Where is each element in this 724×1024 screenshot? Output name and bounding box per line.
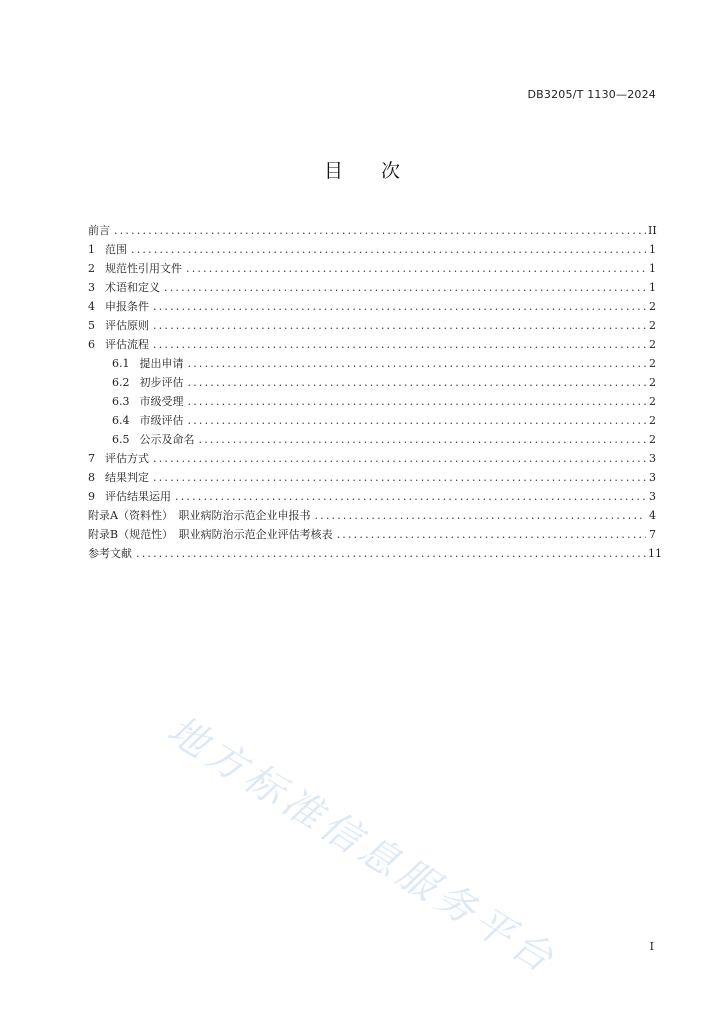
toc-title-part2: 次 bbox=[381, 160, 401, 182]
toc-entry-label: 范围 bbox=[105, 243, 127, 256]
toc-entry-label: 市级评估 bbox=[139, 414, 184, 427]
toc-entry[interactable] bbox=[88, 468, 656, 487]
toc-leader-dots bbox=[175, 487, 646, 506]
toc-title bbox=[0, 156, 724, 183]
toc-entry-label: 评估原则 bbox=[105, 319, 149, 332]
toc-leader-dots bbox=[153, 316, 646, 335]
toc-entry-page: 4 bbox=[649, 509, 656, 522]
toc-entry-page: 2 bbox=[649, 376, 656, 389]
toc-entry-number: 5 bbox=[88, 319, 95, 332]
toc-entry-number: 8 bbox=[88, 471, 95, 484]
toc-entry-page: 2 bbox=[649, 433, 656, 446]
watermark: 地方标准信息服务平台 bbox=[159, 707, 565, 985]
toc-leader-dots bbox=[136, 544, 646, 563]
toc-entry-number: 6.3 bbox=[112, 395, 130, 408]
document-code: DB3205/T 1130—2024 bbox=[527, 88, 656, 101]
toc-leader-dots bbox=[188, 411, 647, 430]
toc-leader-dots bbox=[131, 240, 646, 259]
table-of-contents bbox=[88, 221, 662, 563]
toc-entry-number: 6.1 bbox=[112, 357, 130, 370]
toc-entry-page: 2 bbox=[649, 319, 656, 332]
toc-entry-page: 2 bbox=[649, 414, 656, 427]
toc-entry-number: 9 bbox=[88, 490, 95, 503]
toc-leader-dots bbox=[337, 525, 646, 544]
toc-entry-number: 6.5 bbox=[112, 433, 130, 446]
toc-entry-page: 3 bbox=[649, 452, 656, 465]
toc-entry-label: 评估方式 bbox=[105, 452, 149, 465]
toc-entry-number: 1 bbox=[88, 243, 95, 256]
toc-leader-dots bbox=[164, 278, 646, 297]
toc-entry-label: 术语和定义 bbox=[105, 281, 160, 294]
toc-entry[interactable] bbox=[88, 373, 656, 392]
toc-entry-label: 规范性引用文件 bbox=[105, 262, 182, 275]
toc-leader-dots bbox=[186, 259, 646, 278]
toc-entry[interactable] bbox=[88, 240, 656, 259]
toc-entry-page: 2 bbox=[649, 357, 656, 370]
toc-entry[interactable] bbox=[88, 221, 656, 240]
toc-leader-dots bbox=[188, 373, 647, 392]
toc-entry[interactable] bbox=[88, 430, 656, 449]
toc-entry[interactable] bbox=[88, 411, 656, 430]
toc-entry-number: 6.2 bbox=[112, 376, 130, 389]
toc-leader-dots bbox=[153, 449, 646, 468]
toc-entry[interactable] bbox=[88, 278, 656, 297]
toc-entry[interactable] bbox=[88, 544, 662, 563]
toc-entry-label: 附录A（资料性） 职业病防治示范企业申报书 bbox=[88, 509, 311, 522]
toc-entry-number: 4 bbox=[88, 300, 95, 313]
toc-leader-dots bbox=[314, 506, 646, 525]
toc-entry-number: 6 bbox=[88, 338, 95, 351]
toc-entry-page: 7 bbox=[649, 528, 656, 541]
toc-entry-page: 3 bbox=[649, 490, 656, 503]
toc-entry-page: II bbox=[648, 224, 657, 237]
toc-leader-dots bbox=[199, 430, 647, 449]
toc-leader-dots bbox=[153, 335, 646, 354]
toc-entry[interactable] bbox=[88, 449, 656, 468]
toc-entry-page: 2 bbox=[649, 338, 656, 351]
toc-entry[interactable] bbox=[88, 316, 656, 335]
toc-entry[interactable] bbox=[88, 354, 656, 373]
toc-entry-label: 前言 bbox=[88, 224, 110, 237]
toc-entry-page: 1 bbox=[649, 281, 656, 294]
toc-entry-page: 1 bbox=[649, 243, 656, 256]
toc-leader-dots bbox=[153, 297, 646, 316]
toc-entry-label: 市级受理 bbox=[139, 395, 184, 408]
toc-entry-label: 公示及命名 bbox=[139, 433, 195, 446]
toc-entry-number: 3 bbox=[88, 281, 95, 294]
toc-leader-dots bbox=[114, 221, 646, 240]
toc-entry-label: 结果判定 bbox=[105, 471, 149, 484]
toc-leader-dots bbox=[153, 468, 646, 487]
toc-entry-page: 2 bbox=[649, 300, 656, 313]
toc-entry-label: 评估流程 bbox=[105, 338, 149, 351]
toc-entry-page: 11 bbox=[648, 547, 662, 560]
toc-leader-dots bbox=[188, 354, 647, 373]
toc-entry-number: 7 bbox=[88, 452, 95, 465]
toc-entry-label: 初步评估 bbox=[139, 376, 184, 389]
toc-leader-dots bbox=[188, 392, 647, 411]
toc-entry-page: 2 bbox=[649, 395, 656, 408]
toc-entry-page: 1 bbox=[649, 262, 656, 275]
toc-entry-label: 附录B（规范性） 职业病防治示范企业评估考核表 bbox=[88, 528, 333, 541]
toc-entry-number: 6.4 bbox=[112, 414, 130, 427]
toc-entry-label: 提出申请 bbox=[139, 357, 184, 370]
page-number: I bbox=[649, 940, 654, 953]
toc-entry-number: 2 bbox=[88, 262, 95, 275]
toc-entry[interactable] bbox=[88, 335, 656, 354]
toc-entry-label: 申报条件 bbox=[105, 300, 149, 313]
toc-entry[interactable] bbox=[88, 259, 656, 278]
toc-entry[interactable] bbox=[88, 297, 656, 316]
toc-entry-label: 参考文献 bbox=[88, 547, 132, 560]
toc-entry-label: 评估结果运用 bbox=[105, 490, 171, 503]
toc-entry[interactable] bbox=[88, 525, 656, 544]
toc-title-part1: 目 bbox=[323, 160, 343, 182]
toc-entry-page: 3 bbox=[649, 471, 656, 484]
toc-entry[interactable] bbox=[88, 392, 656, 411]
toc-entry[interactable] bbox=[88, 506, 656, 525]
toc-entry[interactable] bbox=[88, 487, 656, 506]
